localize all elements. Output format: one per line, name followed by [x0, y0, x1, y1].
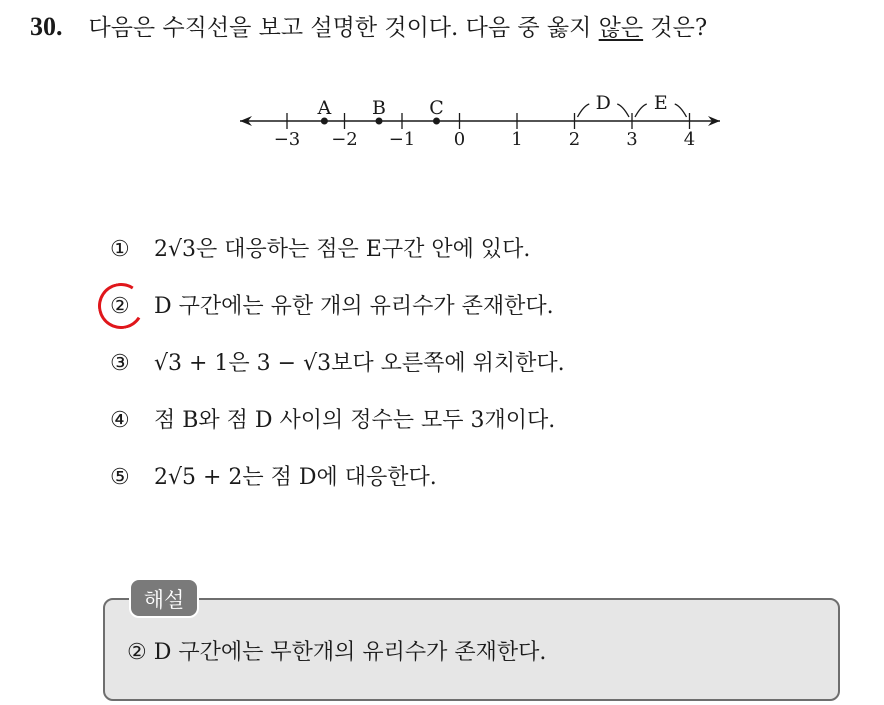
tick-label: −2 — [331, 129, 358, 150]
choice-3[interactable] — [110, 344, 565, 401]
choice-text: √3 + 1은 3 − √3보다 오른쪽에 위치한다. — [154, 351, 565, 376]
tick-label: 0 — [453, 129, 466, 150]
choice-text: 점 B와 점 D 사이의 정수는 모두 3개이다. — [154, 408, 556, 433]
choice-text: D 구간에는 유한 개의 유리수가 존재한다. — [154, 294, 554, 319]
interval-bracket — [617, 104, 629, 117]
tick-label: 3 — [626, 129, 638, 150]
tick-label: 1 — [511, 129, 523, 150]
choice-number: ① — [110, 237, 130, 262]
interval-label: E — [653, 92, 668, 114]
choice-number: ⑤ — [110, 465, 130, 490]
interval-label: D — [595, 92, 611, 114]
point-label: B — [372, 97, 386, 119]
choice-number: ② — [110, 294, 130, 319]
explanation-tag: 해설 — [129, 578, 199, 618]
question-text — [89, 15, 708, 41]
point-label: C — [429, 97, 444, 119]
choice-text: 2√3은 대응하는 점은 E구간 안에 있다. — [154, 237, 531, 262]
interval-bracket — [635, 104, 647, 117]
choice-4[interactable] — [110, 401, 565, 458]
tick-label: 2 — [568, 129, 581, 150]
choice-1[interactable] — [110, 230, 565, 287]
question-text-after: 것은? — [643, 15, 708, 41]
choice-list — [110, 230, 565, 515]
choice-5[interactable] — [110, 458, 565, 515]
question-header — [30, 10, 707, 45]
interval-bracket — [675, 104, 687, 117]
tick-label: −3 — [273, 129, 301, 150]
interval-bracket — [578, 104, 590, 117]
question-number: 30. — [30, 12, 63, 41]
tick-label: −1 — [388, 129, 416, 150]
choice-text: 2√5 + 2는 점 D에 대응한다. — [154, 465, 437, 490]
number-line — [230, 88, 730, 158]
choice-number: ③ — [110, 351, 130, 376]
choice-number: ④ — [110, 408, 130, 433]
tick-label: 4 — [683, 129, 696, 150]
question-text-before: 다음은 수직선을 보고 설명한 것이다. 다음 중 옳지 — [88, 15, 599, 41]
question-text-underlined: 않은 — [598, 15, 644, 41]
choice-2[interactable] — [110, 287, 565, 344]
point-label: A — [317, 97, 332, 119]
explanation-text: ② D 구간에는 무한개의 유리수가 존재한다. — [127, 640, 547, 665]
